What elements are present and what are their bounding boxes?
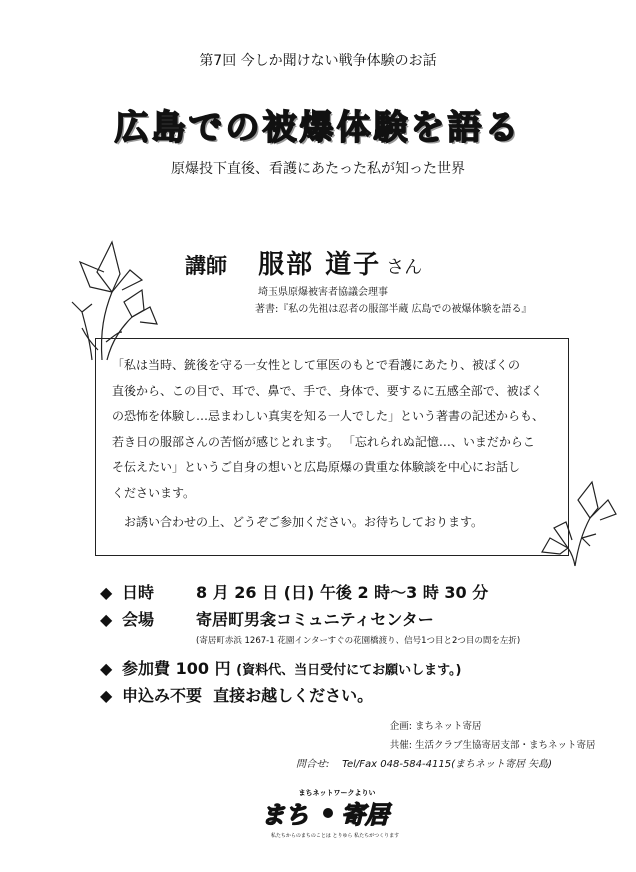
logo-bottom-text: 私たちからのまちのことは とりゆら 私たちがつくります (270, 833, 400, 839)
datetime-row (100, 580, 630, 607)
apply-label: 申込み不要 (122, 686, 203, 705)
logo-main-left: まち (261, 801, 309, 829)
host-label: 企画: (389, 721, 412, 732)
cohost-label: 共催: (389, 740, 412, 751)
description-line: 直後から、この目で、耳で、鼻で、手で、身体で、要するに五感全部で、被ばく (112, 383, 543, 398)
lily-illustration-right (520, 478, 620, 568)
lecturer-name: 服部 道子 (258, 250, 382, 280)
description-line: くださいます。 (112, 485, 196, 500)
fee-row (100, 656, 630, 683)
diamond-bullet-icon: ◆ (100, 686, 113, 705)
lecturer-line (185, 244, 422, 281)
diamond-bullet-icon: ◆ (100, 659, 113, 678)
lecturer-honorific: さん (386, 257, 423, 278)
apply-value: 直接お越しください。 (213, 686, 374, 705)
datetime-value: 8 月 26 日 (日) 午後 2 時～3 時 30 分 (196, 583, 489, 602)
cohost-value: 生活クラブ生協寄居支部・まちネット寄居 (415, 740, 596, 751)
venue-value: 寄居町男衾コミュニティセンター (196, 610, 434, 629)
contact-line (296, 755, 552, 770)
contact-value: Tel/Fax 048-584-4115(まちネット寄居 矢島) (342, 759, 553, 770)
logo-flower-icon (323, 808, 333, 818)
host-line (368, 717, 596, 736)
description-line: の恐怖を体験し…忌まわしい真実を知る一人でした」という著書の記述からも、 (112, 409, 545, 423)
description-line: そ伝えたい」というご自身の想いと広島原爆の貴重な体験談を中心にお話し (112, 460, 521, 474)
diamond-bullet-icon: ◆ (100, 610, 113, 629)
venue-note: (寄居町赤浜 1267-1 花園インターすぐの花園橋渡り、信号1つ目と2つ目の間を左折) (196, 636, 521, 646)
fee-note: (資料代、当日受付にてお願いします。) (236, 663, 462, 678)
machinet-yorii-logo (255, 785, 405, 841)
description-line: 「私は当時、銃後を守る一女性として軍医のもとで看護にあたり、被ばくの (112, 358, 521, 372)
description-box (95, 338, 569, 556)
venue-label: 会場 (122, 610, 155, 629)
logo-main-right: 寄居 (341, 801, 389, 829)
datetime-label: 日時 (122, 583, 155, 602)
logo-top-text: まちネットワークよりい (298, 789, 376, 797)
diamond-bullet-icon: ◆ (100, 583, 113, 602)
lecturer-affiliation: 埼玉県原爆被害者協議会理事 (258, 287, 388, 298)
lecturer-label: 講師 (185, 254, 227, 278)
organizers (368, 717, 596, 755)
main-title: 広島での被爆体験を語る (114, 108, 522, 148)
fee-value: 100 円 (175, 659, 231, 678)
venue-row (100, 607, 630, 634)
invitation-text: お誘い合わせの上、どうぞご参加ください。お待ちしております。 (124, 515, 484, 529)
subtitle: 原爆投下直後、看護にあたった私が知った世界 (171, 161, 465, 177)
description-line: 若き日の服部さんの苦悩が感じとれます。 「忘れられぬ記憶…、いまだからこ (112, 434, 535, 449)
series-title: 第7回 今しか聞けない戦争体験のお話 (199, 53, 437, 69)
cohost-line (368, 736, 596, 755)
apply-row (100, 683, 630, 710)
contact-label: 問合せ: (296, 759, 330, 770)
lecturer-book: 著書:『私の先祖は忍者の服部半蔵 広島での被爆体験を語る』 (255, 304, 532, 315)
event-details (100, 580, 630, 710)
fee-label: 参加費 (122, 659, 171, 678)
host-value: まちネット寄居 (415, 721, 482, 732)
